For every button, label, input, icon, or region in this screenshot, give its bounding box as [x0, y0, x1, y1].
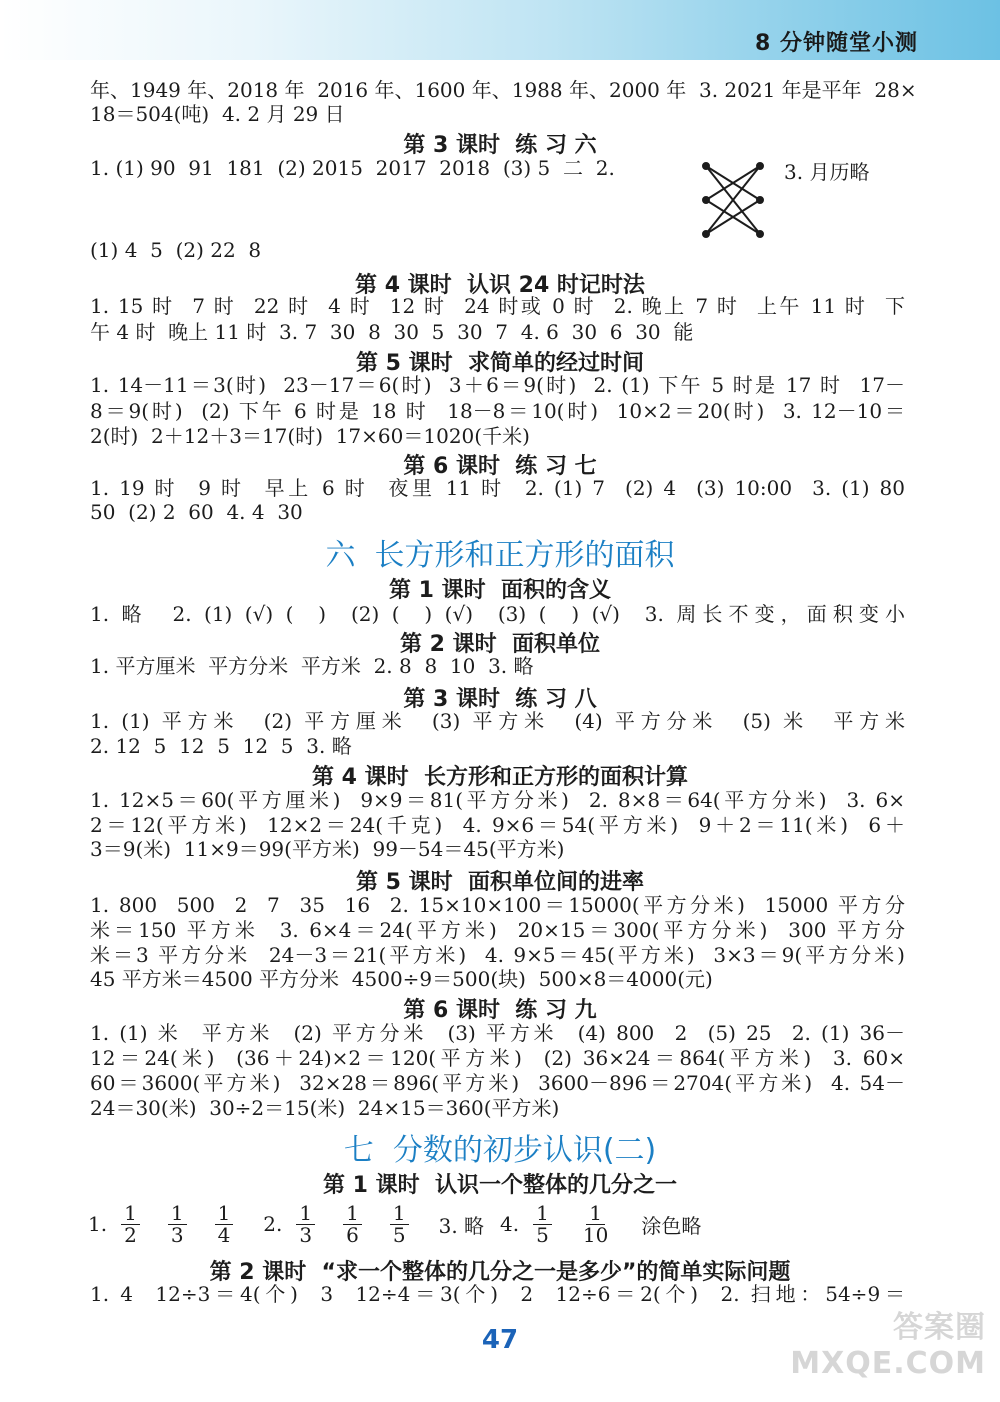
lesson-heading: 第 1 课时 认识一个整体的几分之一: [323, 1173, 677, 1198]
fraction: $\frac{1}{10}$: [582, 1200, 609, 1247]
fraction: $\frac{1}{3}$: [296, 1203, 315, 1246]
answer-line: 3＝9(米) 11×9＝99(平方米) 99－54＝45(平方米): [90, 837, 565, 861]
answer-line: 午 4 时 晚上 11 时 3. 7 30 8 30 5 30 7 4. 6 30 6 30 能: [90, 320, 694, 344]
answer-line: 1. 略 2. (1) (√) ( ) (2) ( ) (√) (3) ( ) (√) 3. 周长不变，面积变小: [90, 602, 905, 626]
lesson-heading: 第 2 课时 “求一个整体的几分之一是多少”的简单实际问题: [209, 1260, 791, 1285]
answer-line: 1. 平方厘米 平方分米 平方米 2. 8 8 10 3. 略: [90, 654, 534, 678]
answer-line: 2. 12 5 12 5 12 5 3. 略: [90, 734, 352, 758]
lesson-heading: 第 1 课时 面积的含义: [389, 578, 611, 603]
chapter-title: 七 分数的初步认识(二): [343, 1133, 657, 1168]
lesson-heading: 第 6 课时 练 习 七: [403, 454, 597, 479]
answer-line: 8＝9(时) (2) 下午 6 时是 18 时 18－8＝10(时) 10×2＝20(时) 3. 12－10＝: [90, 399, 905, 423]
answer-line: 米＝3 平方分米 24－3＝21(平方米) 4. 9×5＝45(平方米) 3×3＝9(平方分米): [90, 943, 905, 967]
fraction: $\frac{1}{2}$: [121, 1203, 140, 1246]
answer-line: 2＝12(平方米) 12×2＝24(千克) 4. 9×6＝54(平方米) 9＋2＝11(米) 6＋: [90, 813, 905, 837]
question-number: 2.: [263, 1212, 283, 1236]
lesson-heading: 第 5 课时 求简单的经过时间: [356, 351, 644, 376]
answer-line: 3. 月历略: [784, 160, 870, 184]
lesson-heading: 第 4 课时 长方形和正方形的面积计算: [312, 765, 688, 790]
answer-line: (1) 4 5 (2) 22 8: [90, 238, 262, 262]
question-answer: 涂色略: [641, 1213, 702, 1238]
header-title: 8 分钟随堂小测: [755, 31, 918, 56]
answer-line: 1. 19 时 9 时 早上 6 时 夜里 11 时 2. (1) 7 (2) 4 (3) 10:00 3. (1) 80: [90, 476, 905, 500]
answer-line: 1. (1) 米 平方米 (2) 平方分米 (3) 平方米 (4) 800 2 (5) 25 2. (1) 36－: [90, 1021, 905, 1045]
lesson-heading: 第 3 课时 练 习 六: [403, 133, 597, 158]
fraction: $\frac{1}{5}$: [533, 1203, 552, 1246]
answer-line: 1. 12×5＝60(平方厘米) 9×9＝81(平方分米) 2. 8×8＝64(平方分米) 3. 6×: [90, 788, 905, 812]
fraction-answer-row: [88, 1196, 701, 1252]
header-banner: [0, 0, 1000, 60]
lesson-heading: 第 2 课时 面积单位: [400, 632, 600, 657]
fraction: $\frac{1}{6}$: [343, 1203, 362, 1246]
lesson-heading: 第 5 课时 面积单位间的进率: [356, 870, 644, 895]
answer-line: 1. 4 12÷3＝4(个) 3 12÷4＝3(个) 2 12÷6＝2(个) 2. 扫地：54÷9＝: [90, 1282, 905, 1306]
answer-line: 1. 15 时 7 时 22 时 4 时 12 时 24 时或 0 时 2. 晚上 7 时 上午 11 时 下: [90, 294, 905, 318]
question-answer: 3. 略: [438, 1213, 485, 1238]
fraction: $\frac{1}{5}$: [390, 1203, 409, 1246]
lesson-heading: 第 3 课时 练 习 八: [403, 687, 597, 712]
answer-line: 60＝3600(平方米) 32×28＝896(平方米) 3600－896＝2704(平方米) 4. 54－: [90, 1071, 905, 1095]
question-number: 1.: [88, 1212, 108, 1236]
answer-line: 1. (1) 90 91 181 (2) 2015 2017 2018 (3) 5 二 2.: [90, 156, 615, 180]
fraction: $\frac{1}{3}$: [168, 1203, 187, 1246]
answer-line: 24＝30(米) 30÷2＝15(米) 24×15＝360(平方米): [90, 1096, 560, 1120]
answer-line: 年、1949 年、2018 年 2016 年、1600 年、1988 年、2000 年 3. 2021 年是平年 28×: [90, 78, 917, 102]
answer-line: 45 平方米＝4500 平方分米 4500÷9＝500(块) 500×8＝4000(元): [90, 967, 713, 991]
matching-diagram-icon: [700, 160, 766, 240]
answer-line: 50 (2) 2 60 4. 4 30: [90, 500, 303, 524]
chapter-title: 六 长方形和正方形的面积: [325, 538, 675, 573]
lesson-heading: 第 6 课时 练 习 九: [403, 998, 597, 1023]
answer-line: 18＝504(吨) 4. 2 月 29 日: [90, 102, 345, 126]
fraction: $\frac{1}{4}$: [215, 1203, 234, 1246]
answer-line: 2(时) 2＋12＋3＝17(时) 17×60＝1020(千米): [90, 424, 530, 448]
page-number: 47: [481, 1325, 519, 1355]
answer-line: 1. (1) 平方米 (2) 平方厘米 (3) 平方米 (4) 平方分米 (5) 米 平方米: [90, 709, 905, 733]
question-number: 4.: [500, 1212, 520, 1236]
answer-line: 1. 800 500 2 7 35 16 2. 15×10×100＝15000(平方分米) 15000 平方分: [90, 893, 905, 917]
lesson-heading: 第 4 课时 认识 24 时记时法: [355, 273, 645, 298]
site-watermark: 答案圈 MXQE.COM: [790, 1310, 986, 1381]
answer-line: 1. 14－11＝3(时) 23－17＝6(时) 3＋6＝9(时) 2. (1) 下午 5 时是 17 时 17－: [90, 373, 905, 397]
answer-line: 12＝24(米) (36＋24)×2＝120(平方米) (2) 36×24＝864(平方米) 3. 60×: [90, 1046, 905, 1070]
answer-line: 米＝150 平方米 3. 6×4＝24(平方米) 20×15＝300(平方分米) 300 平方分: [90, 918, 905, 942]
